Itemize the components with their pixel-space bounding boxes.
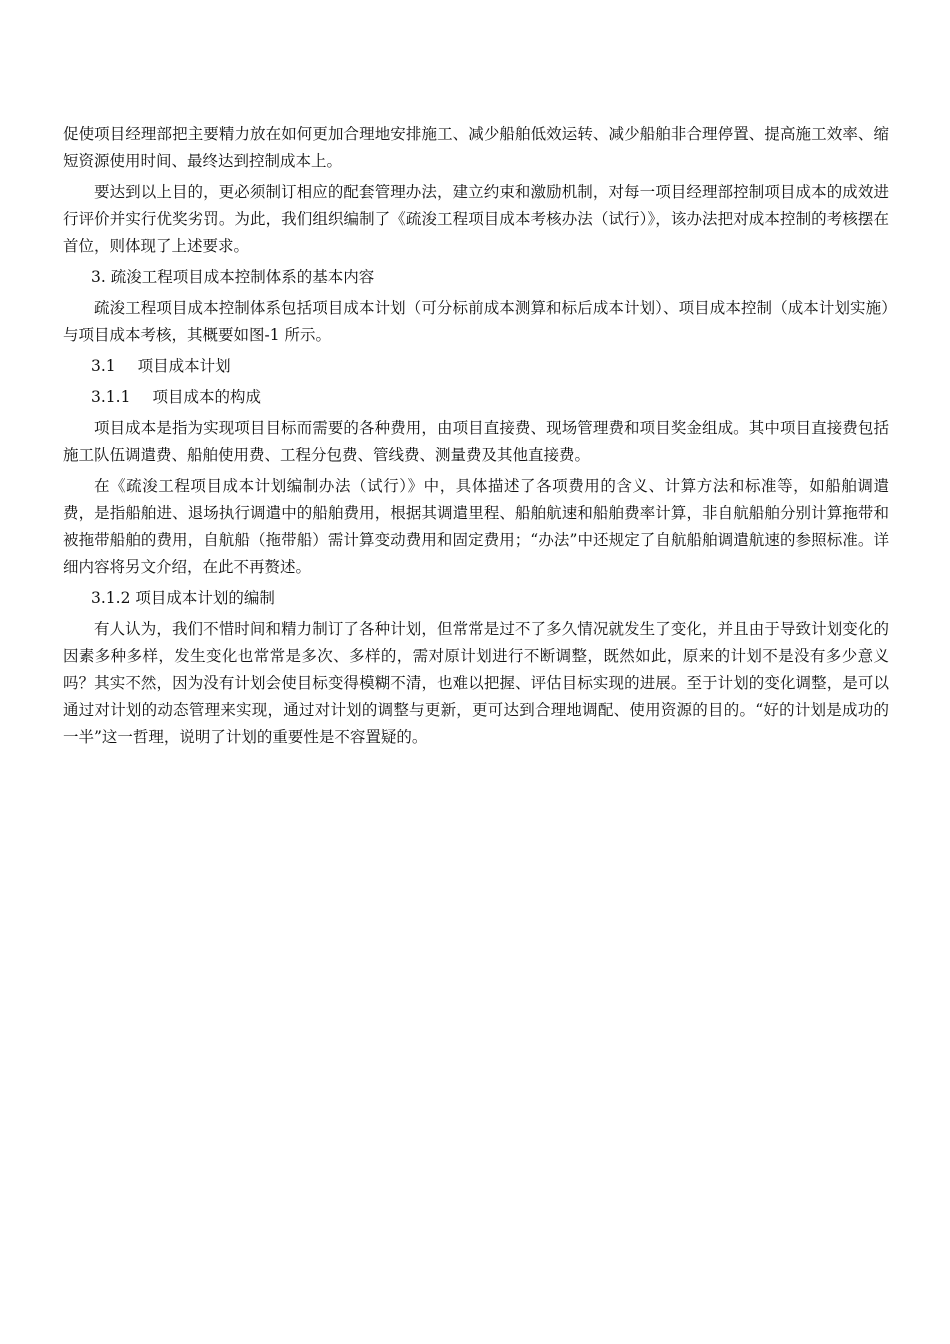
section-number: 3.1 (91, 357, 116, 375)
paragraph-plan-compilation: 有人认为，我们不惜时间和精力制订了各种计划，但常常是过不了多久情况就发生了变化，并且由于导致计划变化的因素多种多样，发生变化也常常是多次、多样的，需对原计划进行不断调整，既然如此，原来的计划不是没有多少意义吗？其实不然，因为没有计划会使目标变得模糊不清，也难以把握、评估目标实现的进展。至于计划的变化调整，是可以通过对计划的动态管理来实现，通过对计划的调整与更新，更可达到合理地调配、使用资源的目的。“好的计划是成功的一半”这一哲理，说明了计划的重要性是不容置疑的。 (63, 620, 889, 746)
section-heading-3-1-1 (63, 384, 889, 411)
paragraph-control-system: 疏浚工程项目成本控制体系包括项目成本计划（可分标前成本测算和标后成本计划）、项目成本控制（成本计划实施）与项目成本考核，其概要如图-1 所示。 (63, 299, 889, 344)
paragraph-continuation: 促使项目经理部把主要精力放在如何更加合理地安排施工、减少船舶低效运转、减少船舶非合理停置、提高施工效率、缩短资源使用时间、最终达到控制成本上。 (63, 125, 889, 170)
document-body (63, 121, 889, 755)
section-number: 3.1.1 (91, 388, 131, 406)
paragraph-assessment-method: 要达到以上目的，更必须制订相应的配套管理办法，建立约束和激励机制，对每一项目经理部控制项目成本的成效进行评价并实行优奖劣罚。为此，我们组织编制了《疏浚工程项目成本考核办法（试行）》，该办法把对成本控制的考核摆在首位，则体现了上述要求。 (63, 183, 889, 255)
paragraph-cost-plan-method: 在《疏浚工程项目成本计划编制办法（试行）》中，具体描述了各项费用的含义、计算方法和标准等，如船舶调遣费，是指船舶进、退场执行调遣中的船舶费用，根据其调遣里程、船舶航速和船舶费率计算，非自航船舶分别计算拖带和被拖带船舶的费用，自航船（拖带船）需计算变动费用和固定费用；“办法”中还规定了自航船舶调遣航速的参照标准。详细内容将另文介绍，在此不再赘述。 (63, 477, 889, 576)
section-heading-3-1-2: 3.1.2 项目成本计划的编制 (91, 589, 275, 607)
section-title: 项目成本的构成 (152, 388, 261, 406)
section-heading-3-1 (63, 353, 889, 380)
paragraph-cost-composition: 项目成本是指为实现项目目标而需要的各种费用，由项目直接费、现场管理费和项目奖金组成。其中项目直接费包括施工队伍调遣费、船舶使用费、工程分包费、管线费、测量费及其他直接费。 (63, 419, 889, 464)
section-title: 项目成本计划 (137, 357, 231, 375)
section-heading-3: 3. 疏浚工程项目成本控制体系的基本内容 (91, 268, 375, 286)
